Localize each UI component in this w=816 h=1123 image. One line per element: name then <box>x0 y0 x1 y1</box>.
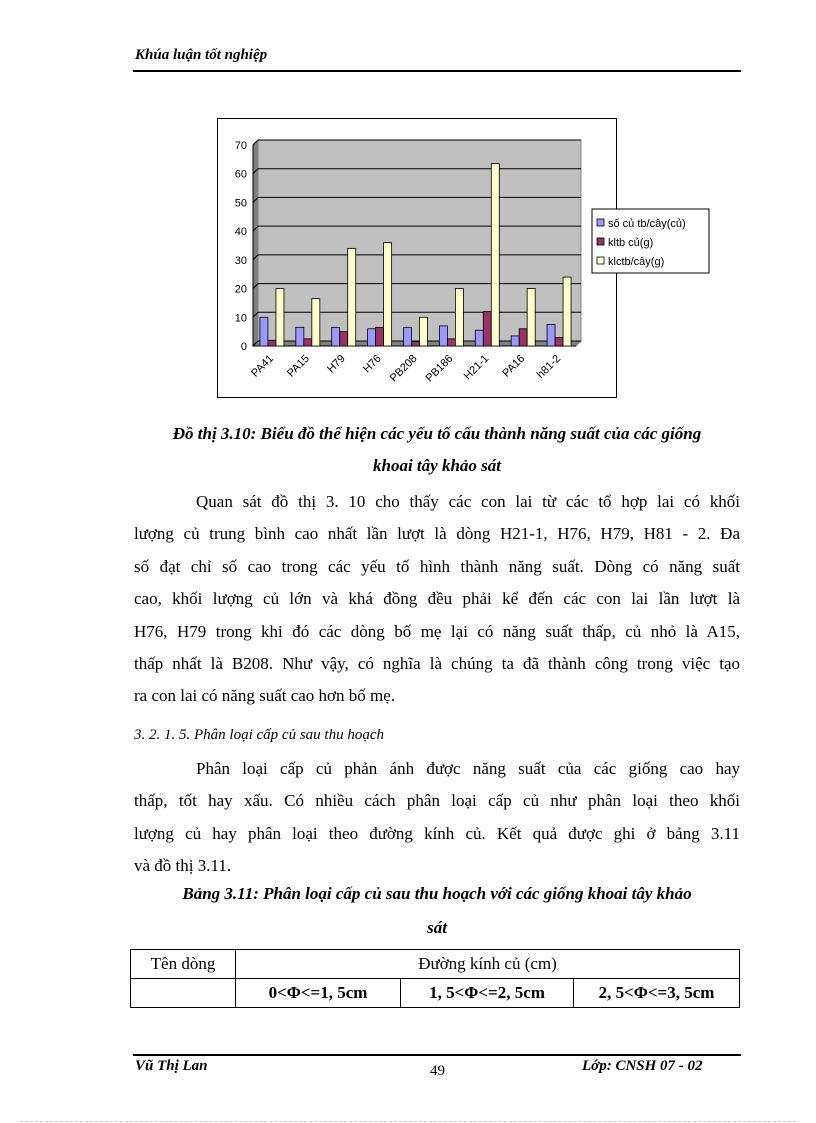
bar <box>412 342 420 346</box>
sub-header-cell: 2, 5<Φ<=3, 5cm <box>574 979 740 1008</box>
paragraph-line: thấp nhất là B208. Như vậy, có nghĩa là chúng ta đã thành công trong việc tạo <box>134 653 740 673</box>
x-tick-label: PB186 <box>423 352 456 385</box>
y-tick-label: 50 <box>234 197 247 210</box>
table-subheader-row <box>131 979 740 1008</box>
bar <box>276 289 284 346</box>
legend-swatch <box>597 219 604 226</box>
table-caption-line1: Bảng 3.11: Phân loại cấp củ sau thu hoạch với các giống khoai tây khảo <box>182 884 692 903</box>
legend-swatch <box>597 257 604 264</box>
footer-class: Lớp: CNSH 07 - 02 <box>582 1058 703 1074</box>
paragraph-line: thấp, tốt hay xấu. Có nhiều cách phân loại cấp củ như phân loại theo khối <box>134 791 740 811</box>
figure-caption-line2: khoai tây khảo sát <box>373 456 501 475</box>
paragraph-line: H76, H79 trong khi đó các dòng bố mẹ lại có năng suất thấp, củ nhỏ là A15, <box>134 621 740 641</box>
bar <box>455 289 463 346</box>
col-header-name: Tên dòng <box>131 950 236 979</box>
footer-author: Vũ Thị Lan <box>135 1058 208 1074</box>
paragraph-line: và đồ thị 3.11. <box>134 856 232 876</box>
paragraph-line: Quan sát đồ thị 3. 10 cho thấy các con lai từ các tổ hợp lai có khối <box>196 492 740 511</box>
y-tick-label: 10 <box>234 312 247 325</box>
bar <box>527 289 535 346</box>
x-tick-label: PA16 <box>500 352 528 380</box>
bar <box>348 248 356 346</box>
sub-header-cell: 0<Φ<=1, 5cm <box>236 979 401 1008</box>
legend-swatch <box>597 238 604 245</box>
bar <box>260 317 268 346</box>
bar <box>555 337 563 346</box>
bar <box>268 340 276 346</box>
y-tick-label: 60 <box>234 168 247 181</box>
bar <box>475 330 483 346</box>
page-number: 49 <box>430 1063 445 1079</box>
x-tick-label: H76 <box>360 352 384 376</box>
paragraph-line: lượng củ trung bình cao nhất lần lượt là dòng H21-1, H76, H79, H81 - 2. Đa <box>134 524 740 544</box>
bar <box>304 339 312 346</box>
paragraph-line: số đạt chỉ số cao trong các yếu tố hình thành năng suất. Dòng có năng suất <box>134 556 740 576</box>
bar <box>312 299 320 346</box>
bar <box>519 329 527 346</box>
running-header: Khúa luận tốt nghiệp <box>135 47 268 63</box>
paragraph-1 <box>134 486 740 713</box>
legend-label: số củ tb/cây(củ) <box>608 218 686 230</box>
bar <box>420 317 428 346</box>
x-tick-label: PB208 <box>387 352 420 385</box>
page-break-rule <box>20 1121 796 1122</box>
footer-rule <box>133 1054 741 1056</box>
bar <box>340 332 348 346</box>
bar <box>439 326 447 346</box>
bar <box>511 336 519 346</box>
bar <box>376 327 384 346</box>
bar <box>296 327 304 346</box>
x-tick-label: H21-1 <box>461 352 492 383</box>
x-tick-label: PA15 <box>285 352 312 380</box>
y-tick-label: 30 <box>234 254 247 267</box>
paragraph-line: ra con lai có năng suất cao hơn bố mẹ. <box>134 686 396 706</box>
bar <box>563 277 571 346</box>
x-tick-label: h81-2 <box>534 352 564 382</box>
section-subheading: 3. 2. 1. 5. Phân loại cấp củ sau thu hoạch <box>134 727 384 743</box>
bar <box>483 312 491 346</box>
bar <box>491 164 499 346</box>
sub-header-cell: 1, 5<Φ<=2, 5cm <box>401 979 574 1008</box>
x-tick-label: H79 <box>325 352 348 376</box>
paragraph-line: cao, khối lượng củ lớn và khá đồng đều phải kể đến các con lai lần lượt là <box>134 589 740 609</box>
bar <box>404 327 412 346</box>
bar <box>384 243 392 346</box>
chart-figure <box>217 118 686 398</box>
bar <box>368 329 376 346</box>
col-header-group: Đường kính củ (cm) <box>236 950 740 979</box>
bar-chart <box>218 119 686 397</box>
paragraph-line: Phân loại cấp củ phản ánh được năng suất của các giống cao hay <box>196 759 740 778</box>
y-tick-label: 40 <box>234 226 247 239</box>
y-tick-label: 70 <box>234 140 247 152</box>
header-rule <box>133 70 741 72</box>
figure-caption-line1: Đồ thị 3.10: Biểu đồ thể hiện các yếu tố cấu thành năng suất của các giống <box>172 424 702 443</box>
x-tick-label: PA41 <box>249 352 277 380</box>
legend-label: klctb/cây(g) <box>608 256 665 268</box>
empty-cell <box>131 979 236 1008</box>
bar <box>547 324 555 346</box>
data-table <box>130 949 740 1008</box>
y-tick-label: 20 <box>234 283 247 296</box>
y-tick-label: 0 <box>240 341 247 353</box>
paragraph-line: lượng củ hay phân loại theo đường kính củ. Kết quả được ghi ở bảng 3.11 <box>134 823 740 843</box>
bar <box>332 327 340 346</box>
paragraph-2 <box>134 753 740 883</box>
table-header-row <box>131 950 740 979</box>
legend-label: kltb củ(g) <box>608 237 654 249</box>
table-caption-line2: sát <box>427 918 447 937</box>
bar <box>447 339 455 346</box>
